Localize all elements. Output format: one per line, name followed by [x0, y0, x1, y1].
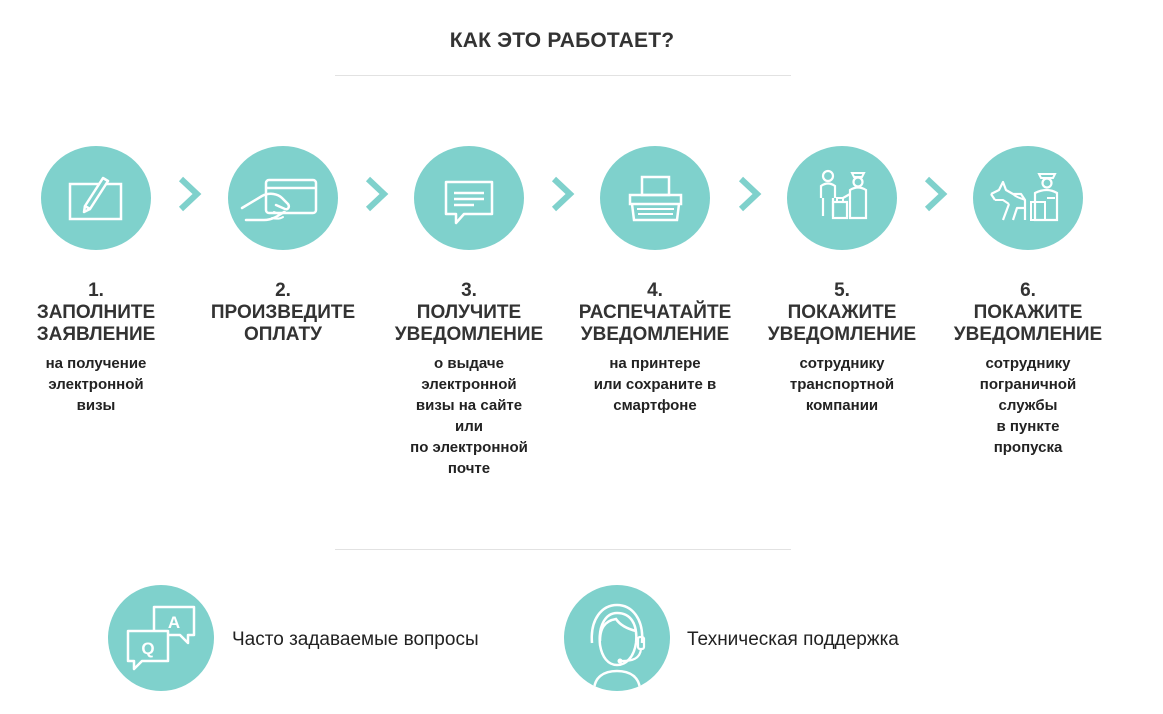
step-4-description: на принтере или сохраните в смартфоне	[593, 355, 717, 414]
message-icon	[414, 146, 524, 250]
step-4	[575, 146, 735, 416]
bottom-divider	[335, 549, 791, 550]
step-2-title: ПРОИЗВЕДИТЕ ОПЛАТУ	[210, 302, 356, 345]
svg-text:A: A	[167, 613, 181, 632]
top-divider	[335, 75, 791, 76]
step-4-title: РАСПЕЧАТАЙТЕ УВЕДОМЛЕНИЕ	[578, 302, 732, 345]
step-6	[948, 146, 1108, 458]
step-3-description: о выдаче электронной визы на сайте или по электронной почте	[410, 355, 528, 477]
printer-icon	[600, 146, 710, 250]
step-5	[762, 146, 922, 416]
step-1-description: на получение электронной визы	[45, 355, 147, 414]
faq-link[interactable]	[108, 585, 508, 691]
step-3-number: 3.	[461, 280, 477, 301]
step-3-circle	[414, 146, 524, 250]
step-2-circle	[228, 146, 338, 250]
step-4-circle	[600, 146, 710, 250]
step-5-circle	[787, 146, 897, 250]
chevron-right-icon	[737, 176, 763, 212]
form-edit-icon	[41, 146, 151, 250]
card-payment-icon	[228, 146, 338, 250]
svg-text:Q: Q	[141, 639, 155, 658]
faq-circle[interactable]	[108, 585, 214, 691]
step-1-title: ЗАПОЛНИТЕ ЗАЯВЛЕНИЕ	[36, 302, 156, 345]
chevron-right-icon	[364, 176, 390, 212]
step-6-description: сотруднику пограничной службы в пункте пропуска	[979, 355, 1077, 456]
transport-staff-icon	[787, 146, 897, 250]
step-3	[389, 146, 549, 479]
faq-chat-icon	[108, 585, 214, 691]
step-6-circle	[973, 146, 1083, 250]
support-circle[interactable]	[564, 585, 670, 691]
support-label[interactable]: Техническая поддержка	[687, 629, 899, 650]
step-5-description: сотруднику транспортной компании	[789, 355, 895, 414]
step-6-title: ПОКАЖИТЕ УВЕДОМЛЕНИЕ	[953, 302, 1103, 345]
step-5-title: ПОКАЖИТЕ УВЕДОМЛЕНИЕ	[767, 302, 917, 345]
step-3-title: ПОЛУЧИТЕ УВЕДОМЛЕНИЕ	[394, 302, 544, 345]
step-2	[203, 146, 363, 353]
step-1	[16, 146, 176, 416]
page-title: КАК ЭТО РАБОТАЕТ?	[449, 29, 675, 52]
step-4-number: 4.	[647, 280, 663, 301]
step-2-number: 2.	[275, 280, 291, 301]
chevron-right-icon	[550, 176, 576, 212]
support-link[interactable]	[564, 585, 944, 691]
step-6-number: 6.	[1020, 280, 1036, 301]
step-5-number: 5.	[834, 280, 850, 301]
step-1-number: 1.	[88, 280, 104, 301]
chevron-right-icon	[923, 176, 949, 212]
support-headset-icon	[564, 585, 670, 691]
faq-label[interactable]: Часто задаваемые вопросы	[232, 629, 479, 650]
step-1-circle	[41, 146, 151, 250]
chevron-right-icon	[177, 176, 203, 212]
border-control-icon	[973, 146, 1083, 250]
